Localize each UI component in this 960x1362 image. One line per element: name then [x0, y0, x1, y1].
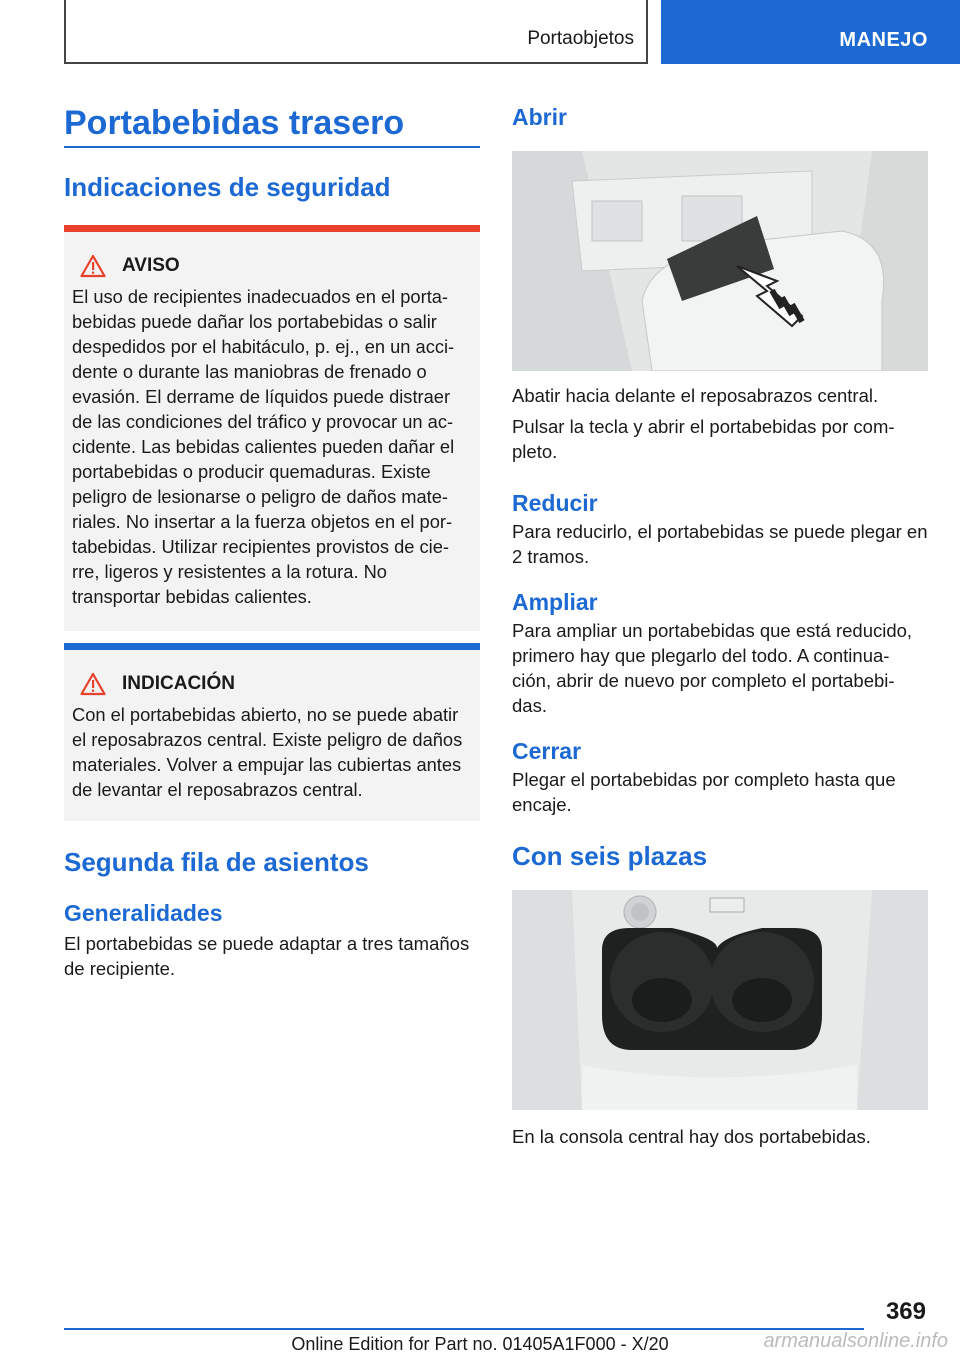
- chapter-tab-label: MANEJO: [839, 28, 928, 51]
- open-text-1: Abatir hacia delante el reposabrazos central.: [512, 385, 879, 406]
- warning-title: AVISO: [122, 255, 180, 276]
- title-rule: [64, 146, 480, 148]
- footer-edition: Online Edition for Part no. 01405A1F000 - X/20: [291, 1334, 669, 1354]
- open-text-2: Pulsar la tecla y abrir el portabebidas por com- pleto.: [512, 416, 895, 462]
- chapter-tab[interactable]: [661, 0, 960, 64]
- open-heading: Abrir: [512, 104, 567, 130]
- note-text: Con el portabebidas abierto, no se puede abatir el reposabrazos central. Existe peligro de daños materiales. Volver a empujar las cubiertas antes de levantar el reposabrazos central.: [72, 704, 463, 800]
- general-text: El portabebidas se puede adaptar a tres tamaños de recipiente.: [64, 933, 470, 979]
- general-heading: Generalidades: [64, 900, 223, 926]
- expand-heading: Ampliar: [512, 589, 598, 615]
- cupholder-image: [512, 890, 928, 1110]
- warning-text: El uso de recipientes inadecuados en el porta- bebidas puede dañar los portabebidas o salir despedidos por el habitáculo, p. ej., en un acci- dente o durante las maniobras de frenado o evasión. El derrame de líquidos puede distraer de las condiciones del tráfico y provocar un ac- cidente. Las bebidas calientes pueden dañar el portabebidas o producir quemaduras. Existe peligro de lesionarse o peligro de daños mate- riales. No insertar a la fuerza objetos en el por- tabebidas. Utilizar recipientes provistos de cie- rre, ligeros y resistentes a la rotura. No transportar bebidas calientes.: [72, 286, 455, 607]
- page-title: Portabebidas trasero: [64, 104, 405, 142]
- cupholder-illustration: [512, 890, 928, 1110]
- reduce-text: Para reducirlo, el portabebidas se puede plegar en 2 tramos.: [512, 521, 928, 567]
- warning-box: [64, 225, 480, 631]
- page-number: 369: [885, 1298, 926, 1325]
- six-seats-text: En la consola central hay dos portabebidas.: [512, 1126, 871, 1147]
- armrest-illustration: [512, 151, 928, 371]
- safety-heading: Indicaciones de seguridad: [64, 172, 391, 202]
- six-seats-heading: Con seis plazas: [512, 841, 708, 871]
- note-triangle-icon: [80, 672, 106, 696]
- header-section-title: Portaobjetos: [527, 28, 634, 49]
- watermark: armanualsonline.info: [763, 1330, 948, 1352]
- right-column: [512, 100, 928, 1149]
- armrest-image: [512, 151, 928, 371]
- second-row-heading: Segunda fila de asientos: [64, 847, 369, 877]
- footer-rule: [64, 1328, 864, 1330]
- warning-triangle-icon: [80, 254, 106, 278]
- left-column: [64, 100, 480, 981]
- note-title: INDICACIÓN: [122, 673, 235, 694]
- close-heading: Cerrar: [512, 738, 582, 764]
- reduce-heading: Reducir: [512, 490, 598, 516]
- close-text: Plegar el portabebidas por completo hasta que encaje.: [512, 769, 896, 815]
- note-box: [64, 643, 480, 821]
- expand-text: Para ampliar un portabebidas que está reducido, primero hay que plegarlo del todo. A continua- ción, abrir de nuevo por completo el portabebi- das.: [512, 620, 913, 716]
